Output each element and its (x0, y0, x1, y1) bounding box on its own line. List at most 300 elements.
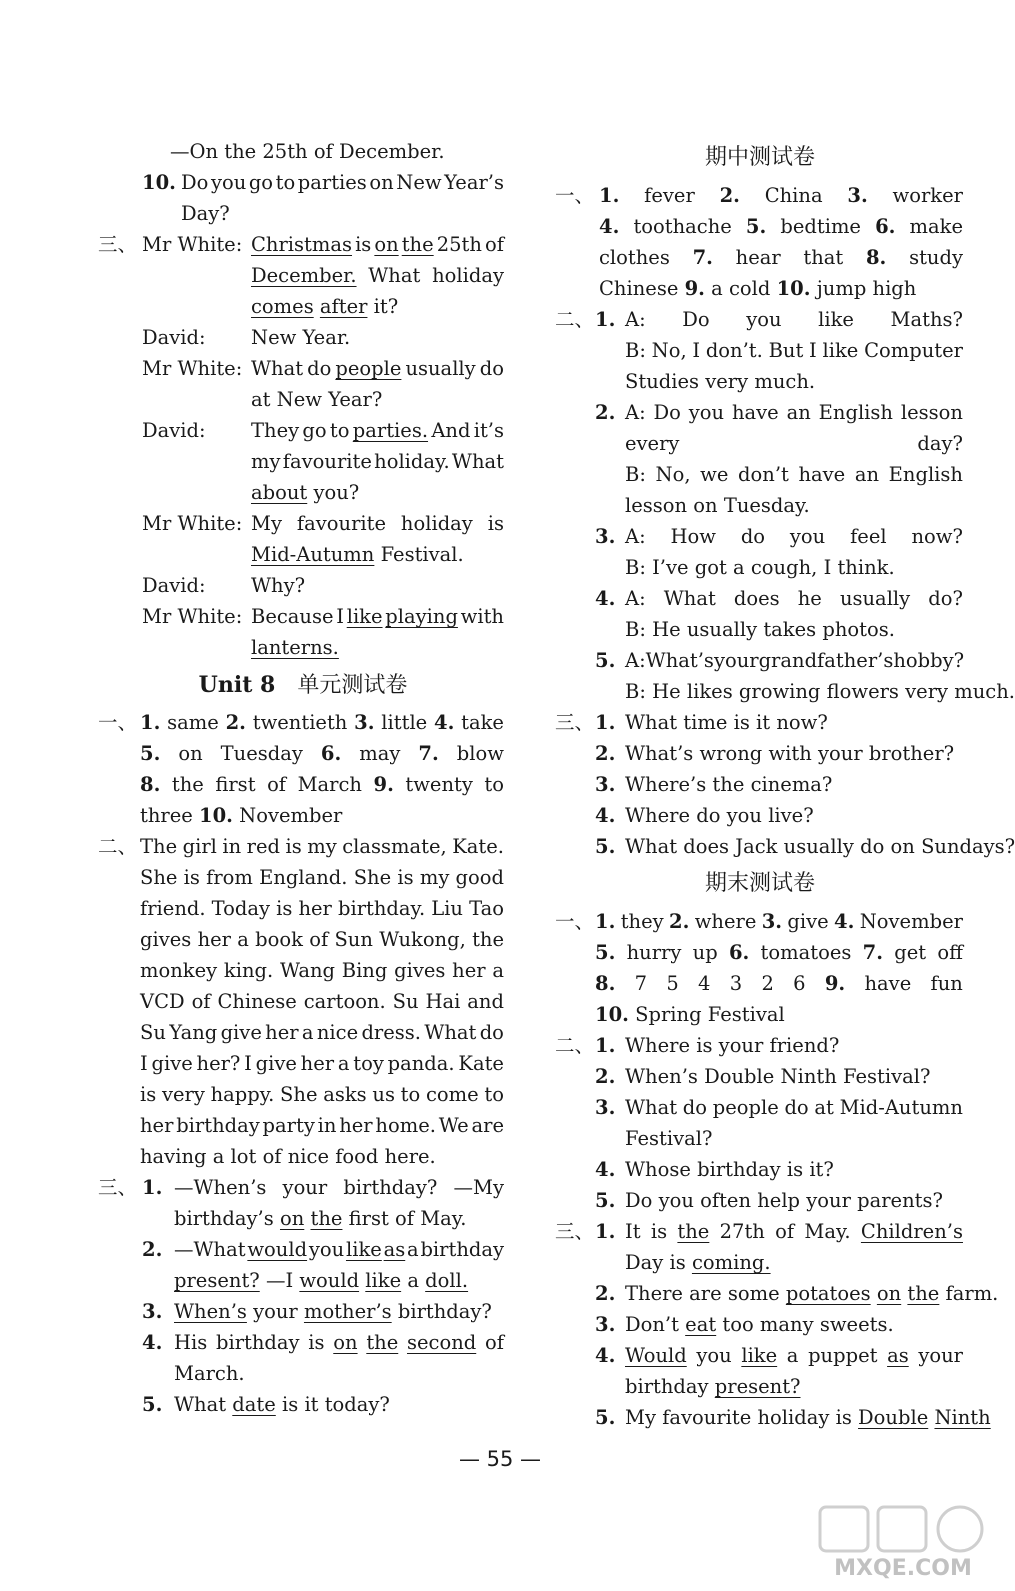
word: usually (839, 587, 911, 610)
section-marker: 一、 (98, 711, 138, 734)
word: She (353, 866, 392, 889)
word: English (888, 463, 963, 486)
word: Maths? (890, 308, 963, 331)
word: The (140, 835, 178, 858)
word: the (472, 928, 504, 951)
word: grandfather’s (758, 649, 894, 672)
word: Festival? (842, 1065, 931, 1088)
word: Do (682, 308, 710, 331)
text-line (555, 335, 965, 366)
word: may (359, 742, 401, 765)
word: What (174, 1393, 227, 1416)
word: it’s (473, 419, 504, 442)
word: 25th (262, 140, 308, 163)
text-line (555, 242, 965, 273)
text-line (555, 521, 965, 552)
word: is (733, 711, 750, 734)
word: you (789, 525, 826, 548)
line-text (625, 521, 963, 552)
item-number: 2. (595, 1065, 616, 1088)
word: Yang (169, 1021, 218, 1044)
word: Would (625, 1344, 687, 1367)
word: Bing (341, 959, 388, 982)
item-number: 1. (595, 1034, 616, 1057)
text-line (98, 229, 508, 260)
word: do (479, 357, 504, 380)
section-marker: 三、 (555, 1220, 595, 1243)
item-number: 3. (595, 1313, 616, 1336)
word: like (741, 1344, 778, 1367)
word: a (786, 1344, 799, 1367)
word: Year. (302, 326, 351, 349)
text-line (98, 862, 508, 893)
word: the (677, 1220, 710, 1243)
word: with (460, 605, 504, 628)
word: takes (763, 618, 817, 641)
word: is (355, 233, 372, 256)
word: live? (768, 804, 814, 827)
word: her (265, 1021, 299, 1044)
word: you (308, 1238, 345, 1261)
line-text (599, 242, 963, 273)
word: worker (892, 184, 963, 207)
word: clothes (599, 246, 670, 269)
word: mother’s (303, 1300, 392, 1323)
word: do (479, 1021, 504, 1044)
word: is (285, 835, 302, 858)
word: much. (754, 370, 816, 393)
word: present? (714, 1375, 801, 1398)
word: playing (385, 605, 458, 628)
line-text (595, 999, 785, 1030)
word: is (397, 866, 414, 889)
text-line (555, 1309, 965, 1340)
text-line (98, 601, 508, 632)
word: gives (394, 959, 446, 982)
text-line (555, 1030, 965, 1061)
word: I (140, 1052, 148, 1075)
line-text (625, 1371, 801, 1402)
speaker-label: David: (142, 326, 206, 349)
word: 2. (719, 184, 740, 207)
line-text (599, 180, 963, 211)
word: A: (625, 525, 646, 548)
word: now? (776, 711, 828, 734)
text-line (555, 1061, 965, 1092)
word: Whose (625, 1158, 691, 1181)
word: usually (783, 835, 854, 858)
word: 1. (595, 910, 616, 933)
word: 1. (599, 184, 620, 207)
word: usually (405, 357, 476, 380)
word: the (907, 1282, 940, 1305)
text-line (98, 986, 508, 1017)
speaker-label: Mr White: (142, 357, 243, 380)
line-text (140, 1141, 436, 1172)
word: lanterns. (251, 636, 339, 659)
word: some (727, 1282, 780, 1305)
section-marker: 三、 (98, 1176, 138, 1199)
word: Su (392, 990, 419, 1013)
word: holiday (432, 264, 504, 287)
word: do (784, 1096, 809, 1119)
text-line (98, 260, 508, 291)
word: very (905, 680, 949, 703)
word: I (336, 605, 344, 628)
word: many (759, 1313, 814, 1336)
word: date (232, 1393, 276, 1416)
word: off (937, 941, 963, 964)
word: When’s (174, 1300, 247, 1323)
word: —What (174, 1238, 246, 1261)
word: I’ve (652, 556, 689, 579)
word: twentieth (252, 711, 348, 734)
text-line (98, 1203, 508, 1234)
line-text (625, 1247, 771, 1278)
word: every (625, 432, 680, 455)
word: second (406, 1331, 477, 1354)
word: we (700, 463, 729, 486)
word: What (251, 357, 304, 380)
text-line (98, 893, 508, 924)
word: of (395, 1207, 414, 1230)
text-line (555, 304, 965, 335)
line-text (140, 924, 504, 955)
text-line (98, 1389, 508, 1420)
text-line (555, 769, 965, 800)
line-text (140, 800, 342, 831)
line-text (251, 260, 504, 291)
word: 5. (745, 215, 767, 238)
word: are (471, 1114, 504, 1137)
word: the (712, 773, 745, 796)
word: A: (625, 401, 646, 424)
text-line (98, 924, 508, 955)
text-line (98, 198, 508, 229)
word: Spring (635, 1003, 702, 1026)
word: B: (625, 463, 646, 486)
text-line (555, 428, 965, 459)
line-text (625, 676, 1015, 707)
word: a (212, 1145, 225, 1168)
word: jump (816, 277, 867, 300)
line-text (251, 570, 305, 601)
word: king. (223, 959, 274, 982)
word: B: (625, 618, 646, 641)
word: holiday (400, 512, 473, 535)
word: on (369, 171, 394, 194)
word: cartoon. (303, 990, 386, 1013)
line-text (181, 167, 504, 198)
word: fun (930, 972, 963, 995)
word: happy. (210, 1083, 275, 1106)
line-text (625, 1402, 991, 1433)
word: 5. (140, 742, 161, 765)
line-text (140, 862, 504, 893)
speaker-label: David: (142, 574, 206, 597)
word: lesson (625, 494, 688, 517)
word: They (251, 419, 300, 442)
word: birthday. (337, 897, 426, 920)
word: favourite (662, 1406, 752, 1429)
word: my (307, 835, 337, 858)
section-marker: 二、 (98, 835, 138, 858)
word: your (806, 1189, 851, 1212)
line-text (595, 906, 963, 937)
line-text (625, 304, 963, 335)
word: He (652, 618, 681, 641)
item-number: 4. (595, 1158, 616, 1181)
word: study (909, 246, 963, 269)
word: 3 (729, 972, 743, 995)
text-line (98, 384, 508, 415)
word: a (301, 1021, 314, 1044)
word: comes (251, 295, 314, 318)
line-text (174, 1265, 468, 1296)
word: B: (625, 680, 646, 703)
section-heading (555, 136, 965, 180)
word: 8. (595, 972, 616, 995)
word: very (161, 1083, 205, 1106)
word: is (308, 1331, 325, 1354)
word: a (337, 1052, 350, 1075)
word: nice (287, 1145, 329, 1168)
item-number: 3. (595, 1096, 616, 1119)
word: he (797, 587, 822, 610)
word: birthday (176, 1114, 260, 1137)
word: Chinese (599, 277, 679, 300)
word: Where’s (625, 773, 707, 796)
line-text (625, 614, 895, 645)
item-number: 3. (142, 1300, 163, 1323)
line-text (140, 893, 504, 924)
word: do (740, 525, 766, 548)
line-text (625, 738, 954, 769)
line-text (181, 198, 230, 229)
line-text (625, 707, 828, 738)
word: do (860, 835, 885, 858)
word: don’t (738, 463, 789, 486)
line-text (251, 384, 382, 415)
word: What’s (645, 649, 714, 672)
line-text (625, 583, 963, 614)
word: a (711, 277, 723, 300)
word: Double (858, 1406, 929, 1429)
line-text (174, 1296, 492, 1327)
word: She (140, 866, 178, 889)
word: gives (140, 928, 192, 951)
line-text (625, 1278, 998, 1309)
word: Day? (181, 202, 230, 225)
line-text (595, 937, 963, 968)
word: 9. (824, 972, 846, 995)
word: about (251, 481, 308, 504)
word: Sundays? (921, 835, 1015, 858)
word: your (918, 1344, 963, 1367)
word: to (329, 419, 350, 442)
word: Ninth (934, 1406, 991, 1429)
item-number: 3. (595, 525, 616, 548)
word: Sun (334, 928, 373, 951)
word: 4 (698, 972, 711, 995)
word: What (625, 835, 678, 858)
word: toy (353, 1052, 384, 1075)
word: it (304, 1393, 319, 1416)
word: Year’s (444, 171, 504, 194)
word: 6 (793, 972, 806, 995)
word: I (809, 339, 817, 362)
word: nice (316, 1021, 359, 1044)
word: classmate, (342, 835, 447, 858)
word: Christmas (251, 233, 353, 256)
text-line (555, 1154, 965, 1185)
word: My (251, 512, 282, 535)
text-line (98, 800, 508, 831)
text-line (555, 614, 965, 645)
word: is (281, 1393, 299, 1416)
text-line (98, 1234, 508, 1265)
word: twenty (405, 773, 473, 796)
text-line (98, 707, 508, 738)
text-line (98, 1327, 508, 1358)
item-number: 5. (595, 1406, 616, 1429)
word: 7. (692, 246, 713, 269)
word: sweets. (819, 1313, 894, 1336)
word: your (253, 1300, 298, 1323)
word: you (688, 401, 725, 424)
word: Why? (251, 574, 306, 597)
word: the (401, 233, 434, 256)
word: her (298, 897, 332, 920)
word: What (625, 1096, 678, 1119)
text-line (555, 999, 965, 1030)
word: Jack (735, 835, 778, 858)
line-text (251, 415, 504, 446)
word: What (625, 711, 678, 734)
line-text (625, 1154, 834, 1185)
word: where (694, 910, 757, 933)
heading-text: Unit 8 (198, 672, 276, 698)
word: of (775, 1220, 795, 1243)
word: Tuesday (220, 742, 303, 765)
word: holiday (757, 1406, 830, 1429)
word: day? (917, 432, 963, 455)
word: your (282, 1176, 328, 1199)
line-text (170, 136, 445, 167)
word: 8. (140, 773, 161, 796)
word: her (197, 928, 231, 951)
word: Su (140, 1021, 166, 1044)
word: you (746, 308, 782, 331)
text-line (555, 366, 965, 397)
section-marker: 一、 (555, 910, 595, 933)
item-number: 4. (595, 587, 616, 610)
word: have (864, 972, 912, 995)
word: food (335, 1145, 379, 1168)
word: my (251, 450, 281, 473)
word: here. (384, 1145, 436, 1168)
text-line (98, 1172, 508, 1203)
word: Do (653, 401, 681, 424)
text-line (98, 353, 508, 384)
word: little (381, 711, 428, 734)
word: Ninth (780, 1065, 837, 1088)
word: a (733, 556, 745, 579)
word: 7. (418, 742, 439, 765)
word: 6. (320, 742, 342, 765)
word: 3. (847, 184, 868, 207)
word: —My (453, 1176, 504, 1199)
word: her (300, 1052, 335, 1075)
word: you? (313, 481, 360, 504)
word: do (696, 804, 721, 827)
word: an (854, 463, 880, 486)
word: doll. (425, 1269, 469, 1292)
word: on (279, 1207, 305, 1230)
word: parents? (857, 1189, 943, 1212)
watermark-logo (812, 1503, 994, 1583)
word: do? (928, 587, 963, 610)
word: a (237, 928, 249, 951)
word: What (368, 264, 421, 287)
word: When’s (625, 1065, 698, 1088)
word: her (140, 1114, 174, 1137)
item-number: 5. (595, 835, 616, 858)
line-text (174, 1172, 504, 1203)
word: Do (181, 171, 209, 194)
text-line (555, 968, 965, 999)
word: same (167, 711, 219, 734)
word: Hai (425, 990, 461, 1013)
word: 25th (436, 233, 482, 256)
word: girl (182, 835, 217, 858)
word: Where (625, 1034, 691, 1057)
word: China (764, 184, 823, 207)
word: party (262, 1114, 315, 1137)
word: you (696, 1344, 732, 1367)
section-heading (98, 663, 508, 707)
word: they (620, 910, 664, 933)
item-number: 4. (142, 1331, 163, 1354)
speaker-label: Mr White: (142, 233, 243, 256)
word: is (835, 1406, 852, 1429)
word: does (733, 587, 780, 610)
item-number: 1. (142, 1176, 163, 1199)
word: favourite (296, 512, 386, 535)
text-line (555, 831, 1015, 862)
word: friend? (769, 1034, 840, 1057)
word: a (407, 1269, 419, 1292)
line-text (251, 446, 504, 477)
word: I (692, 339, 701, 362)
word: the (366, 1331, 399, 1354)
line-text (625, 428, 963, 459)
item-number: 4. (595, 1344, 616, 1367)
word: come (425, 1083, 479, 1106)
line-text (625, 490, 810, 521)
word: cold (728, 277, 771, 300)
word: the (171, 773, 204, 796)
text-line (555, 1402, 991, 1433)
word: red (246, 835, 280, 858)
word: eat (685, 1313, 717, 1336)
word: on (890, 835, 915, 858)
line-text (625, 552, 895, 583)
word: panda. (387, 1052, 455, 1075)
word: Because (251, 605, 334, 628)
watermark-text: MXQE.COM (834, 1556, 972, 1581)
word: like (346, 605, 383, 628)
